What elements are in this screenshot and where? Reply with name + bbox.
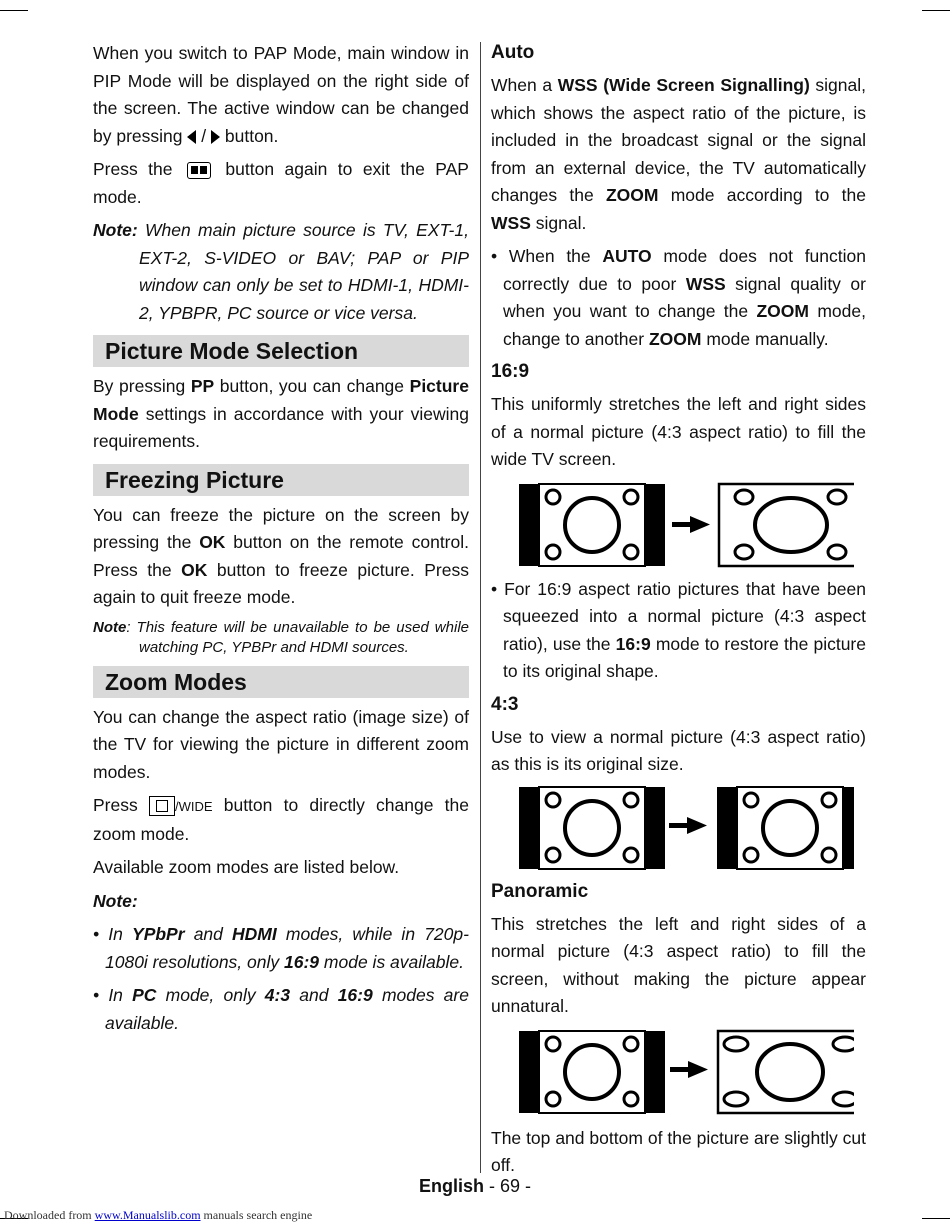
b2-e: and: [299, 985, 329, 1005]
heading-16-9: 16:9: [491, 361, 530, 382]
heading-4-3: 4:3: [491, 693, 519, 715]
section-freezing-picture: Freezing Picture: [93, 464, 469, 496]
b169-a: • For 16:9 aspect ratio pictures that have been squeezed into a normal picture (4:3 aspect ratio), use the: [491, 578, 866, 654]
download-note: [4, 1208, 312, 1223]
auto-c: signal, which shows the aspect ratio of the picture, is included in the broadcast signal or the signal from an external device, the TV automatically changes the: [491, 75, 867, 205]
picture-mode-text: [93, 373, 469, 456]
b2-d: 4:3: [264, 985, 291, 1005]
ab-h: ZOOM: [648, 328, 702, 349]
text-panoramic: This stretches the left and right sides of a normal picture (4:3 aspect ratio) to fill the screen, without making the picture appear unnatural.: [491, 913, 866, 1016]
diagram-panoramic: [504, 1029, 854, 1115]
pap-intro-text: When you switch to PAP Mode, main window in PIP Mode will be displayed on the right side of the screen. The active window can be changed by pressing: [93, 43, 469, 146]
diagram-4-3: [504, 785, 854, 871]
pp-button-label: PP: [190, 376, 215, 396]
page-number: - 69 -: [489, 1176, 532, 1196]
footer-language: English: [418, 1176, 484, 1196]
b2-a: • In: [93, 985, 123, 1005]
left-arrow-icon: [187, 130, 196, 144]
right-arrow-icon: [211, 130, 220, 144]
text-4-3: Use to view a normal picture (4:3 aspect ratio) as this is its original size.: [491, 726, 866, 774]
auto-e: mode according to the: [670, 185, 866, 205]
pap-exit-b: button again to exit the PAP mode.: [93, 159, 469, 207]
b1-b: YPbPr: [132, 924, 185, 944]
right-column: [491, 40, 866, 1180]
bullet-16-9: [491, 576, 866, 686]
note-label: Note:: [93, 890, 138, 911]
note-text: When main picture source is TV, EXT-1, EXT-2, S-VIDEO or BAV; PAP or PIP window can only be set to HDMI-1, HDMI-2, YPBPR, PC source or vice versa.: [139, 220, 469, 323]
pm-c: button, you can change: [219, 376, 405, 396]
fr-a: You can freeze the picture on the screen by pressing the: [93, 504, 469, 552]
ok-label: OK: [181, 559, 208, 580]
pap-intro: [93, 40, 469, 150]
auto-g: signal.: [535, 212, 587, 233]
diagram-arrow-icon: [672, 516, 710, 533]
b1-a: • In: [93, 924, 123, 944]
auto-b: WSS (Wide Screen Signalling): [557, 75, 810, 95]
crop-mark: [922, 10, 950, 11]
zoom-available: Available zoom modes are listed below.: [93, 857, 400, 877]
auto-f: WSS: [491, 212, 531, 233]
note-freeze: [93, 618, 469, 658]
note-bullet-ypbpr: [93, 921, 469, 976]
ok-label: OK: [199, 532, 226, 552]
left-column: [93, 40, 469, 1037]
picture-mode-label: Picture Mode: [93, 376, 469, 424]
pm-a: By pressing: [93, 376, 186, 396]
b2-b: PC: [132, 985, 157, 1005]
ab-d: WSS: [685, 273, 726, 294]
section-picture-mode: Picture Mode Selection: [93, 335, 469, 367]
pap-exit-a: Press the: [93, 159, 173, 179]
wide-label: /WIDE: [174, 799, 213, 814]
ab-i: mode manually.: [706, 328, 829, 349]
fr-e: button to freeze picture. Press again to quit freeze mode.: [93, 559, 469, 607]
wide-button-icon: [149, 796, 175, 816]
b2-g: modes are available.: [105, 985, 469, 1033]
ab-a: • When the: [491, 246, 591, 266]
manualslib-link[interactable]: www.Manualslib.com: [94, 1208, 201, 1222]
b1-d: HDMI: [232, 924, 277, 944]
crop-mark: [922, 1218, 950, 1219]
heading-auto: Auto: [491, 42, 535, 63]
auto-text: [491, 72, 866, 237]
pap-exit: [93, 156, 469, 211]
text-16-9: This uniformly stretches the left and right sides of a normal picture (4:3 aspect ratio) to fill the wide TV screen.: [491, 394, 866, 469]
column-divider: [480, 42, 481, 1173]
b2-c: mode, only: [165, 985, 256, 1005]
auto-d: ZOOM: [605, 185, 659, 205]
note-bullet-pc: [93, 982, 469, 1037]
b2-f: 16:9: [337, 985, 373, 1005]
section-zoom-modes: Zoom Modes: [93, 666, 469, 698]
note-zoom-label: [93, 888, 469, 916]
note-label: Note:: [93, 220, 138, 240]
pm-e: settings in accordance with your viewing requirements.: [93, 403, 469, 451]
pip-button-icon: [187, 162, 211, 179]
note-label: Note: [93, 618, 127, 636]
zoom-press: [93, 792, 469, 848]
b169-c: mode to restore the picture to its original shape.: [503, 633, 866, 681]
b1-g: mode is available.: [323, 951, 464, 972]
ab-g: mode, change to another: [503, 301, 866, 349]
auto-bullet: [491, 243, 866, 353]
pap-intro-end: button.: [224, 125, 279, 146]
zoom-intro: You can change the aspect ratio (image size) of the TV for viewing the picture in different zoom modes.: [93, 706, 469, 782]
auto-a: When a: [491, 75, 553, 95]
diagram-arrow-icon: [670, 1061, 708, 1078]
b1-e: modes, while in 720p-1080i resolutions, only: [105, 924, 469, 972]
page-footer: [0, 1176, 950, 1197]
zm-press-end: button to directly change the zoom mode.: [93, 795, 469, 844]
ab-b: AUTO: [602, 246, 652, 266]
ab-f: ZOOM: [756, 301, 809, 321]
b1-c: and: [193, 924, 223, 944]
ab-e: signal quality or when you want to change the: [503, 273, 866, 321]
fr-c: button on the remote control. Press the: [93, 532, 469, 580]
diagram-arrow-icon: [669, 817, 707, 834]
crop-mark: [0, 10, 28, 11]
heading-panoramic: Panoramic: [491, 880, 589, 902]
diagram-16-9: [504, 482, 854, 568]
note-pap-sources: [93, 217, 469, 327]
text-cut-off: The top and bottom of the picture are slightly cut off.: [491, 1127, 866, 1175]
download-suffix: manuals search engine: [203, 1208, 313, 1222]
download-prefix: Downloaded from: [4, 1208, 92, 1222]
note-text: : This feature will be unavailable to be used while watching PC, YPBPr and HDMI sources.: [126, 618, 469, 656]
b169-b: 16:9: [615, 633, 651, 654]
ab-c: mode does not function correctly due to poor: [503, 246, 866, 294]
zm-press: Press: [93, 795, 138, 815]
b1-f: 16:9: [284, 951, 320, 972]
arrow-separator: /: [201, 125, 207, 146]
freeze-text: [93, 502, 469, 612]
